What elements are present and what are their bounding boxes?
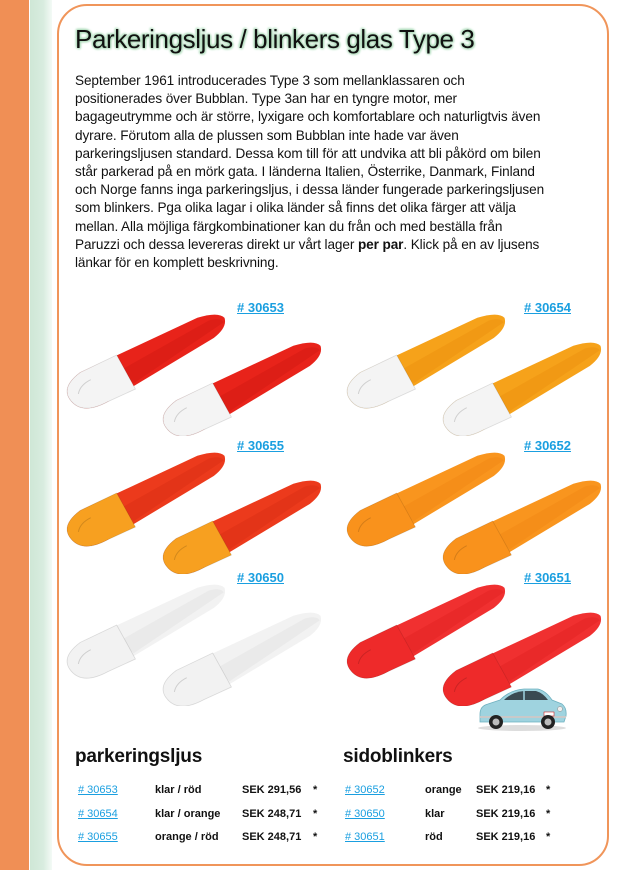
- product-link-30651[interactable]: # 30651: [524, 570, 571, 585]
- price-code-link[interactable]: # 30651: [345, 831, 385, 843]
- price-code-link[interactable]: # 30653: [78, 784, 118, 796]
- left-green-stripe: [30, 0, 52, 870]
- price-code-link[interactable]: # 30652: [345, 784, 385, 796]
- price-desc: klar / röd: [155, 784, 202, 796]
- product-link-30654[interactable]: # 30654: [524, 300, 571, 315]
- product-link-30650[interactable]: # 30650: [237, 570, 284, 585]
- content-card: [57, 4, 609, 866]
- price-star: *: [546, 808, 551, 820]
- price-value: SEK 219,16: [476, 808, 536, 820]
- product-30654: [339, 296, 609, 436]
- parkeringsljus-heading: parkeringsljus: [75, 746, 203, 767]
- intro-text-end: . Klick på en av ljusens länkar för en komplett beskrivning.: [75, 236, 540, 271]
- price-desc: orange: [425, 784, 462, 796]
- intro-paragraph: [75, 72, 545, 272]
- lens-image: [59, 434, 329, 574]
- price-desc: klar / orange: [155, 808, 221, 820]
- sidoblinkers-price-table: [345, 784, 575, 854]
- price-value: SEK 248,71: [242, 831, 302, 843]
- price-star: *: [546, 784, 551, 796]
- left-orange-stripe: [0, 0, 29, 870]
- price-star: *: [313, 784, 318, 796]
- lens-image: [59, 296, 329, 436]
- price-value: SEK 291,56: [242, 784, 302, 796]
- product-30650: [59, 566, 329, 706]
- product-link-30655[interactable]: # 30655: [237, 438, 284, 453]
- price-code-link[interactable]: # 30650: [345, 808, 385, 820]
- price-star: *: [313, 808, 318, 820]
- lens-image: [339, 434, 609, 574]
- lens-image: [339, 296, 609, 436]
- vw-type3-car-image: [474, 678, 569, 733]
- product-30653: [59, 296, 329, 436]
- price-desc: klar: [425, 808, 445, 820]
- parkeringsljus-price-table: [78, 784, 338, 854]
- price-value: SEK 219,16: [476, 784, 536, 796]
- product-link-30652[interactable]: # 30652: [524, 438, 571, 453]
- sidoblinkers-heading: sidoblinkers: [343, 746, 453, 767]
- lens-image: [59, 566, 329, 706]
- price-code-link[interactable]: # 30654: [78, 808, 118, 820]
- intro-bold-text: per par: [357, 236, 404, 252]
- product-30652: [339, 434, 609, 574]
- price-value: SEK 219,16: [476, 831, 536, 843]
- price-desc: röd: [425, 831, 443, 843]
- price-code-link[interactable]: # 30655: [78, 831, 118, 843]
- intro-text: September 1961 introducerades Type 3 som mellanklassaren och positionerades över Bubblan. Type 3an har en tyngre motor, mer bagageutrymme och är större, lyxigare och komfortablare och naturligtvis även dyrare. Förutom alla de plussen som Bubblan inte hade var även parkeringsljusen standard. Dessa kom till för att undvika att bli påkörd om bilen står parkerad på en mörk gata. I länderna Italien, Österrike, Danmark, Finland och Norge fanns inga parkeringsljus, i dessa länder fungerade parkeringsljusen som blinkers. Pga olika lagar i olika länder så finns det olika färger att välja mellan. Alla möjliga färgkombinationer kan du från och med beställa från Paruzzi och dessa levereras direkt ur vårt lager: [75, 73, 545, 252]
- page-title: Parkeringsljus / blinkers glas Type 3: [75, 24, 475, 54]
- price-star: *: [313, 831, 318, 843]
- product-30655: [59, 434, 329, 574]
- product-link-30653[interactable]: # 30653: [237, 300, 284, 315]
- price-star: *: [546, 831, 551, 843]
- price-value: SEK 248,71: [242, 808, 302, 820]
- price-desc: orange / röd: [155, 831, 219, 843]
